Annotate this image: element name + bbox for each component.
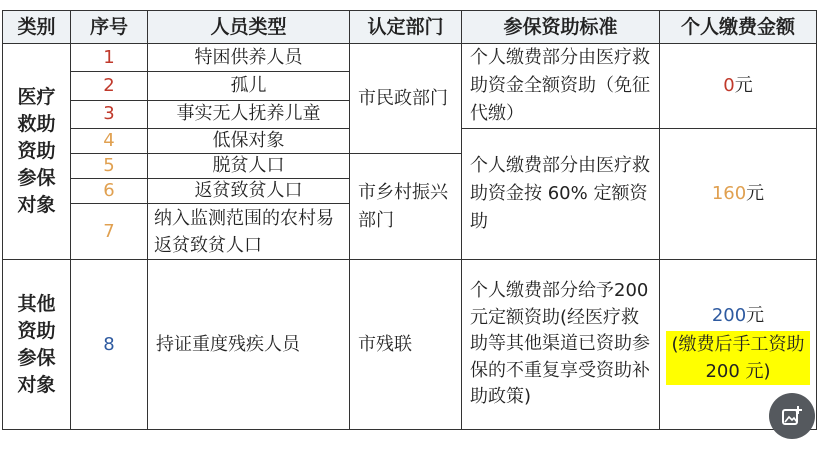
category-line: 参保	[17, 346, 56, 369]
amount-cell	[660, 129, 817, 260]
header-number: 序号	[71, 11, 148, 44]
table-row	[3, 260, 817, 430]
department-cell: 市乡村振兴部门	[350, 154, 462, 260]
amount-unit: 元	[746, 304, 765, 326]
amount-value: 200	[711, 304, 747, 326]
header-row	[3, 11, 817, 44]
person-type: 孤儿	[148, 72, 350, 100]
header-category: 类别	[3, 11, 71, 44]
category-line: 其他	[17, 292, 56, 315]
row-number: 5	[71, 154, 148, 179]
row-number: 4	[71, 129, 148, 154]
person-type: 脱贫人口	[148, 154, 350, 179]
row-number: 1	[71, 44, 148, 72]
person-type: 事实无人抚养儿童	[148, 100, 350, 128]
amount-note-wrap	[660, 327, 816, 385]
category-line: 资助	[17, 140, 56, 162]
category-line: 医疗	[17, 86, 56, 108]
standard-cell: 个人缴费部分由医疗救助资金全额资助（免征代缴）	[462, 44, 660, 129]
amount-unit: 元	[734, 75, 753, 96]
category-line: 资助	[17, 319, 56, 342]
header-person-type: 人员类型	[148, 11, 350, 44]
table-row	[3, 44, 817, 72]
header-amount: 个人缴费金额	[660, 11, 817, 44]
row-number: 2	[71, 72, 148, 100]
category-cell	[3, 44, 71, 260]
header-standard: 参保资助标准	[462, 11, 660, 44]
category-cell	[3, 260, 71, 430]
category-line: 救助	[17, 113, 56, 135]
row-number: 8	[71, 260, 148, 430]
standard-cell: 个人缴费部分由医疗救助资金按 60% 定额资助	[462, 129, 660, 260]
add-image-icon	[781, 405, 803, 427]
category-line: 参保	[17, 167, 56, 189]
person-type: 特困供养人员	[148, 44, 350, 72]
person-type: 返贫致贫人口	[148, 179, 350, 204]
person-type: 持证重度残疾人员	[148, 260, 350, 430]
amount-value: 0	[723, 75, 735, 96]
amount-cell	[660, 44, 817, 129]
department-cell: 市民政部门	[350, 44, 462, 154]
amount-value: 160	[711, 183, 747, 204]
standard-cell: 个人缴费部分给予200元定额资助(经医疗救助等其他渠道已资助参保的不重复享受资助补助政策)	[462, 260, 660, 430]
category-line: 对象	[17, 194, 56, 216]
add-image-button[interactable]	[769, 393, 815, 439]
subsidy-table	[2, 10, 817, 430]
row-number: 3	[71, 100, 148, 128]
row-number: 6	[71, 179, 148, 204]
amount-note: (缴费后手工资助 200 元)	[666, 331, 810, 385]
amount-unit: 元	[746, 183, 765, 204]
person-type: 纳入监测范围的农村易返贫致贫人口	[148, 204, 350, 260]
department-cell: 市残联	[350, 260, 462, 430]
category-line: 对象	[17, 373, 56, 396]
person-type: 低保对象	[148, 129, 350, 154]
header-department: 认定部门	[350, 11, 462, 44]
row-number: 7	[71, 204, 148, 260]
amount-line	[660, 305, 816, 327]
